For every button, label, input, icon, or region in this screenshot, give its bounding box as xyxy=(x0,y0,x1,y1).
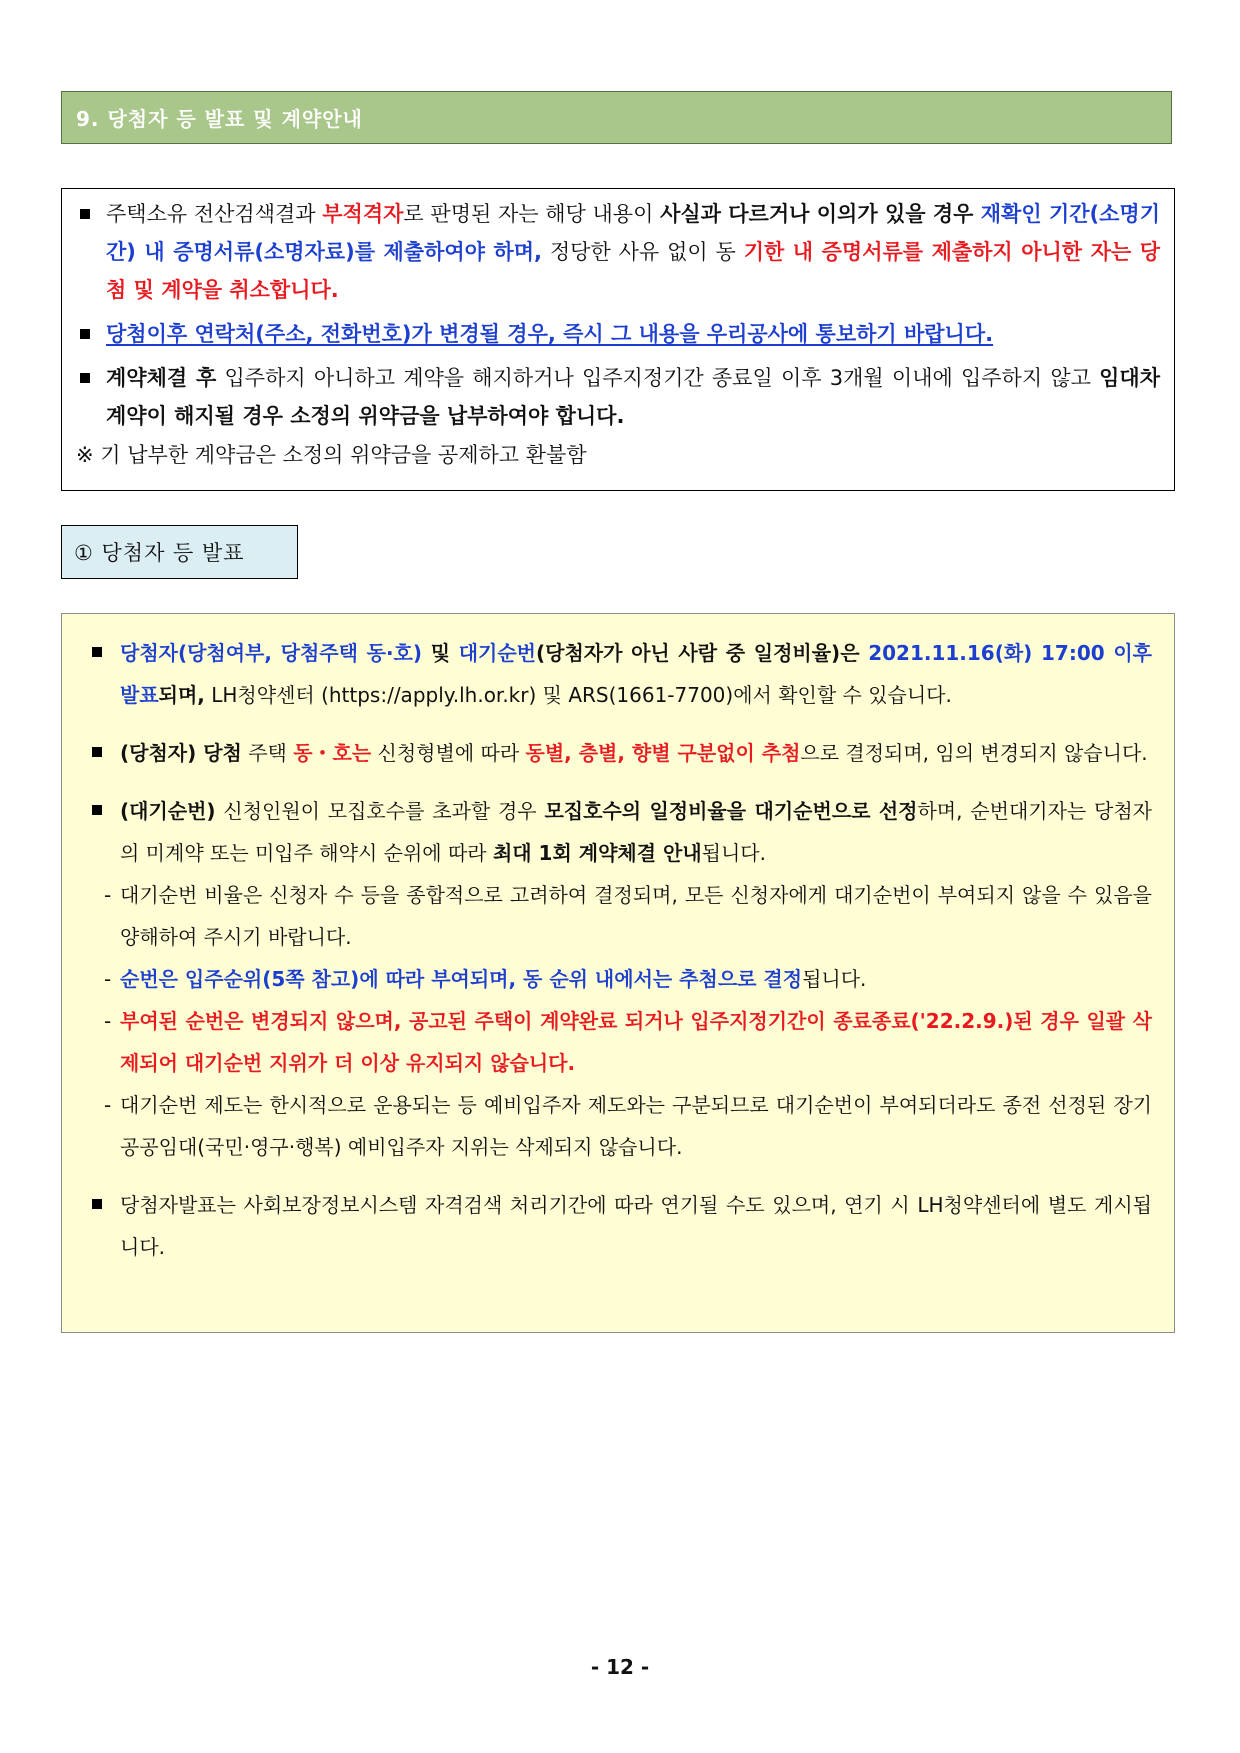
notice-box xyxy=(61,188,1175,491)
section-title: 9. 당첨자 등 발표 및 계약안내 xyxy=(61,91,1172,144)
info-dash-system: - 대기순번 제도는 한시적으로 운용되는 등 예비입주자 제도와는 구분되므로 대기순번이 부여되더라도 종전 선정된 장기공공임대(국민·영구·행복) 예비입주자 지위는 삭제되지 않습니다. xyxy=(92,1084,1152,1168)
info-item-announcement: 당첨자(당첨여부, 당첨주택 동·호) 및 대기순번(당첨자가 아닌 사람 중 일정비율)은 2021.11.16(화) 17:00 이후 발표되며, LH청약센터 (https://apply.lh.or.kr) 및 ARS(1661-7700)에서 확인할 수 있습니다. xyxy=(92,632,1152,716)
bullet-square-icon xyxy=(92,647,102,657)
announcement-info-box xyxy=(61,613,1175,1333)
page-number: - 12 - xyxy=(590,1655,650,1679)
info-item-delay: 당첨자발표는 사회보장정보시스템 자격검색 처리기간에 따라 연기될 수도 있으며, 연기 시 LH청약센터에 별도 게시됩니다. xyxy=(92,1184,1152,1268)
notice-item-contact-change: 당첨이후 연락처(주소, 전화번호)가 변경될 경우, 즉시 그 내용을 우리공사에 통보하기 바랍니다. xyxy=(74,315,1160,353)
bullet-square-icon xyxy=(80,209,90,219)
dash-marker: - xyxy=(104,1093,112,1117)
info-item-winner: (당첨자) 당첨 주택 동・호는 신청형별에 따라 동별, 층별, 향별 구분없이 추첨으로 결정되며, 임의 변경되지 않습니다. xyxy=(92,732,1152,774)
bullet-square-icon xyxy=(92,747,102,757)
dash-marker: - xyxy=(104,967,112,991)
info-dash-expiry: - 부여된 순번은 변경되지 않으며, 공고된 주택이 계약완료 되거나 입주지정기간이 종료종료('22.2.9.)된 경우 일괄 삭제되어 대기순번 지위가 더 이상 유지되지 않습니다. xyxy=(92,1000,1152,1084)
info-dash-ratio: - 대기순번 비율은 신청자 수 등을 종합적으로 고려하여 결정되며, 모든 신청자에게 대기순번이 부여되지 않을 수 있음을 양해하여 주시기 바랍니다. xyxy=(92,874,1152,958)
bullet-square-icon xyxy=(80,329,90,339)
sub-section-title: ① 당첨자 등 발표 xyxy=(61,525,298,579)
notice-item-disqualification: 주택소유 전산검색결과 부적격자로 판명된 자는 해당 내용이 사실과 다르거나 이의가 있을 경우 재확인 기간(소명기간) 내 증명서류(소명자료)를 제출하여야 하며, 정당한 사유 없이 동 기한 내 증명서류를 제출하지 아니한 자는 당첨 및 계약을 취소합니다. xyxy=(74,195,1160,309)
info-dash-order: - 순번은 입주순위(5쪽 참고)에 따라 부여되며, 동 순위 내에서는 추첨으로 결정됩니다. xyxy=(92,958,1152,1000)
dash-marker: - xyxy=(104,883,112,907)
notice-item-contract-termination: 계약체결 후 입주하지 아니하고 계약을 해지하거나 입주지정기간 종료일 이후 3개월 이내에 입주하지 않고 임대차계약이 해지될 경우 소정의 위약금을 납부하여야 합니다. xyxy=(74,359,1160,435)
bullet-square-icon xyxy=(80,373,90,383)
info-item-waiting-number: (대기순번) 신청인원이 모집호수를 초과할 경우 모집호수의 일정비율을 대기순번으로 선정하며, 순번대기자는 당첨자의 미계약 또는 미입주 해약시 순위에 따라 최대 1회 계약체결 안내됩니다. xyxy=(92,790,1152,874)
bullet-square-icon xyxy=(92,805,102,815)
bullet-square-icon xyxy=(92,1199,102,1209)
dash-marker: - xyxy=(104,1009,112,1033)
refund-note: ※ 기 납부한 계약금은 소정의 위약금을 공제하고 환불함 xyxy=(76,443,587,467)
